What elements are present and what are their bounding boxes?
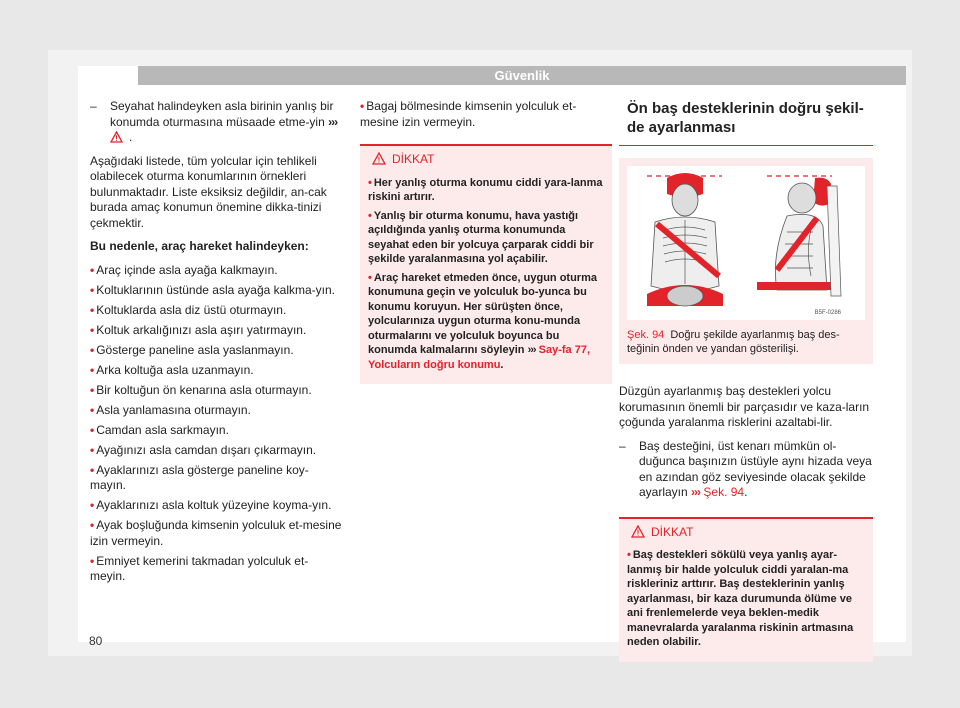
list-item: • Emniyet kemerini takmadan yolculuk et-meyin.	[90, 553, 309, 583]
paragraph: Düzgün ayarlanmış baş destekleri yolcu korumasının önemli bir parçasıdır ve kaza-ların çoğunda yaralanma risklerini azaltabi-lir.	[619, 384, 870, 429]
list-item: • Asla yanlamasına oturmayın.	[90, 402, 251, 417]
page-number: 80	[89, 634, 103, 648]
warning-body	[368, 176, 604, 373]
column-left	[90, 99, 342, 589]
figure-label: Şek. 94	[627, 329, 665, 341]
page-reference-link[interactable]: Say-fa 77, Yolcuların doğru konumu	[368, 344, 591, 371]
list-item: • Ayaklarınızı asla koltuk yüzeyine koyma-yın.	[90, 498, 332, 512]
warning-triangle-icon	[372, 152, 386, 165]
warning-box	[360, 144, 612, 384]
list-heading: Bu nedenle, araç hareket halindeyken:	[90, 239, 309, 253]
figure-reference-link[interactable]: Şek. 94	[703, 485, 745, 499]
warning-body	[627, 548, 865, 650]
figure	[619, 158, 873, 364]
section-title: Ön baş desteklerinin doğru şekil-de ayarlanması	[619, 99, 873, 146]
page-content	[78, 66, 906, 648]
list-item: • Koltuklarının üstünde asla ayağa kalkma-yın.	[90, 282, 336, 297]
list-item: • Koltuklarda asla diz üstü oturmayın.	[90, 302, 287, 317]
list-item: • Araç içinde asla ayağa kalkmayın.	[90, 262, 278, 277]
reference-arrow: ›››	[328, 114, 338, 129]
figure-code: B5F-0286	[814, 310, 841, 316]
warning-triangle-icon	[110, 131, 123, 143]
list-item: • Ayak boşluğunda kimsenin yolculuk et-mesine izin vermeyin.	[90, 518, 342, 548]
reference-arrow: ›››	[691, 485, 701, 499]
warning-triangle-icon	[631, 525, 645, 538]
headrest-diagram	[627, 166, 865, 320]
warning-title: DİKKAT	[651, 524, 694, 539]
warning-item: • Yanlış bir oturma konumu, hava yastığı açıldığında yanlış oturma konumunda seyahat eden bir yolcuya çarparak ciddi bir şekilde yaralanmasına yol açabilir.	[368, 209, 594, 265]
column-right	[619, 99, 873, 662]
bullet-list	[90, 263, 342, 585]
warning-item: • Her yanlış oturma konumu ciddi yara-lanma riskini artırır.	[368, 176, 603, 203]
column-middle	[360, 99, 612, 384]
page	[48, 50, 912, 656]
list-item: • Gösterge paneline asla yaslanmayın.	[90, 342, 294, 357]
list-item: • Ayağınızı asla camdan dışarı çıkarmayın.	[90, 442, 317, 457]
list-item: • Koltuk arkalığınızı asla aşırı yatırmayın.	[90, 322, 307, 337]
list-item: • Ayaklarınızı asla gösterge paneline koy-mayın.	[90, 462, 309, 492]
figure-caption: Şek. 94 Doğru şekilde ayarlanmış baş des-teğinin önden ve yandan gösterilişi.	[627, 329, 840, 355]
headrest-illustration	[627, 166, 865, 320]
warning-box	[619, 517, 873, 662]
instruction-item: – Baş desteğini, üst kenarı mümkün ol-duğunca başınızın üstüyle aynı hizada veya en azından göz seviyesinde olacak şekilde ayarlayın ››› Şek. 94.	[619, 438, 872, 499]
list-item: • Camdan asla sarkmayın.	[90, 422, 229, 437]
instruction-item: – Seyahat halindeyken asla birinin yanlış bir konumda oturmasına müsaade etme-yin ››› .	[90, 99, 338, 144]
warning-item: • Baş destekleri sökülü veya yanlış ayar-lanmış bir halde yolculuk ciddi yaralan-ma riskleriniz arttırır. Baş desteklerinin yanlış ayarlanması, bir kaza durumunda ölüme ve ani frenlemelerde veya beklen-medik manevralarda yaralanma riskinin artmasına neden olabilir.	[627, 549, 854, 648]
warning-title: DİKKAT	[392, 152, 435, 166]
list-item: • Bagaj bölmesinde kimsenin yolculuk et-mesine izin vermeyin.	[360, 99, 577, 129]
intro-paragraph: Aşağıdaki listede, tüm yolcular için tehlikeli olabilecek oturma konumlarının örnekleri bulunmaktadır. Liste eksiksiz değildir, an-cak burada amaç konumun önemine dikka-tinizi çekmektir.	[90, 153, 327, 230]
reference-arrow: ›››	[527, 344, 536, 356]
list-item: • Arka koltuğa asla uzanmayın.	[90, 362, 254, 377]
list-item: • Bir koltuğun ön kenarına asla oturmayın.	[90, 382, 312, 397]
warning-item: • Araç hareket etmeden önce, uygun oturma konumuna geçin ve yolculuk bo-yunca bu konumu koruyun. Her sürüşten önce, yolcularınıza uygun oturma konu-munda oturmalarını ve yolculuk boyunca bu konumda kalmalarını söyleyin ››› Say-fa 77, Yolcuların doğru konumu.	[368, 271, 597, 371]
chapter-header: Güvenlik	[138, 66, 906, 85]
